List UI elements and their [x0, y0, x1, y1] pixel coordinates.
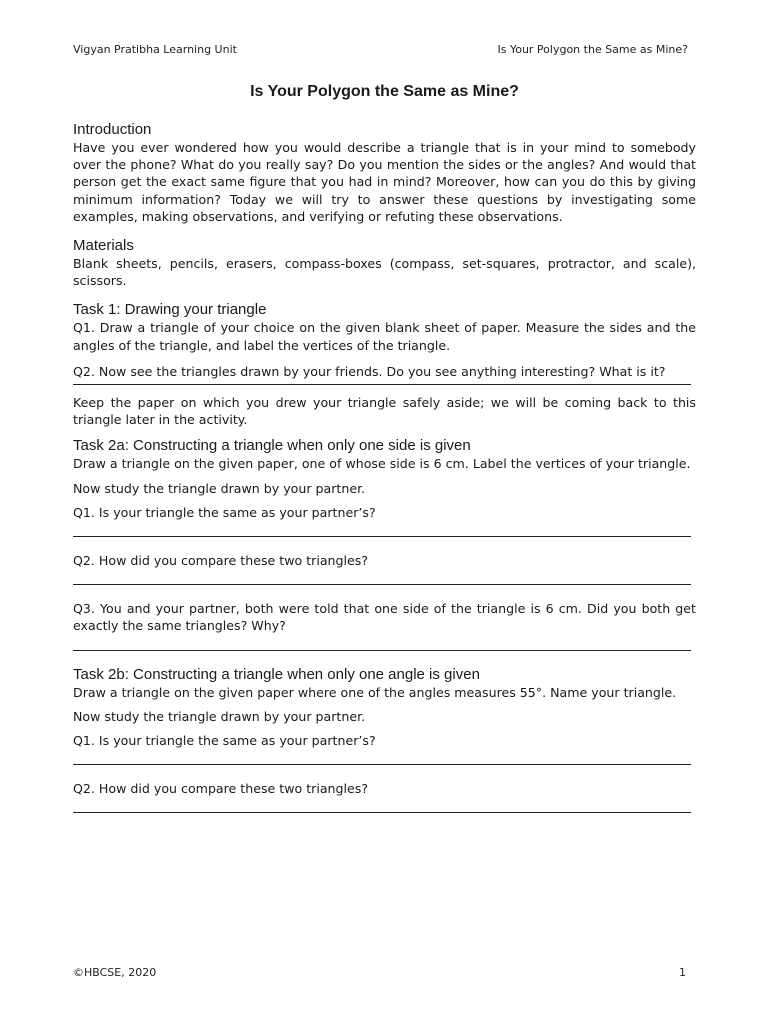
document-body [73, 83, 696, 813]
task2a-heading: Task 2a: Constructing a triangle when only one side is given [73, 437, 471, 455]
task2a-q3-answer-line[interactable] [73, 650, 691, 651]
task1-q2-answer-line[interactable] [73, 384, 691, 385]
materials-text: Blank sheets, pencils, erasers, compass-boxes (compass, set-squares, protractor, and scale), scissors. [73, 256, 696, 289]
footer-copyright: ©HBCSE, 2020 [73, 966, 157, 979]
header-doc-title: Is Your Polygon the Same as Mine? [497, 43, 688, 56]
task2b-q2: Q2. How did you compare these two triangles? [73, 781, 369, 797]
task1-note: Keep the paper on which you drew your triangle safely aside; we will be coming back to this triangle later in the activity. [73, 395, 696, 428]
task2a-q2-answer-line[interactable] [73, 584, 691, 585]
task2a-q1: Q1. Is your triangle the same as your partner’s? [73, 504, 376, 520]
task2a-q2: Q2. How did you compare these two triangles? [73, 553, 369, 569]
introduction-text: Have you ever wondered how you would describe a triangle that is in your mind to somebody over the phone? What do you really say? Do you mention the sides or the angles? And would that person get the exact same figure that you had in mind? Moreover, how can you do this by giving minimum information? Today we will try to answer these questions by investigating some examples, making observations, and verifying or refuting these observations. [73, 140, 696, 224]
task1-q1: Q1. Draw a triangle of your choice on the given blank sheet of paper. Measure the sides and the angles of the triangle, and label the vertices of the triangle. [73, 320, 696, 353]
task2b-q2-answer-line[interactable] [73, 812, 691, 813]
task2b-intro: Draw a triangle on the given paper where one of the angles measures 55°. Name your triangle. [73, 684, 677, 700]
task2b-study: Now study the triangle drawn by your partner. [73, 708, 366, 724]
task2b-heading: Task 2b: Constructing a triangle when only one angle is given [73, 665, 480, 683]
materials-heading: Materials [73, 237, 134, 255]
task2a-study: Now study the triangle drawn by your partner. [73, 480, 366, 496]
task2a-q1-answer-line[interactable] [73, 536, 691, 537]
introduction-heading: Introduction [73, 121, 152, 138]
task2b-q1: Q1. Is your triangle the same as your partner’s? [73, 733, 376, 749]
header-unit-name: Vigyan Pratibha Learning Unit [73, 43, 237, 56]
task2a-intro: Draw a triangle on the given paper, one of whose side is 6 cm. Label the vertices of your triangle. [73, 456, 691, 472]
page-title: Is Your Polygon the Same as Mine? [250, 83, 519, 100]
task2a-q3: Q3. You and your partner, both were told that one side of the triangle is 6 cm. Did you both get exactly the same triangles? Why? [73, 601, 696, 634]
task1-heading: Task 1: Drawing your triangle [73, 301, 267, 319]
task1-q2: Q2. Now see the triangles drawn by your friends. Do you see anything interesting? What is it? [73, 363, 666, 379]
task2b-q1-answer-line[interactable] [73, 764, 691, 765]
page-number: 1 [679, 966, 686, 979]
